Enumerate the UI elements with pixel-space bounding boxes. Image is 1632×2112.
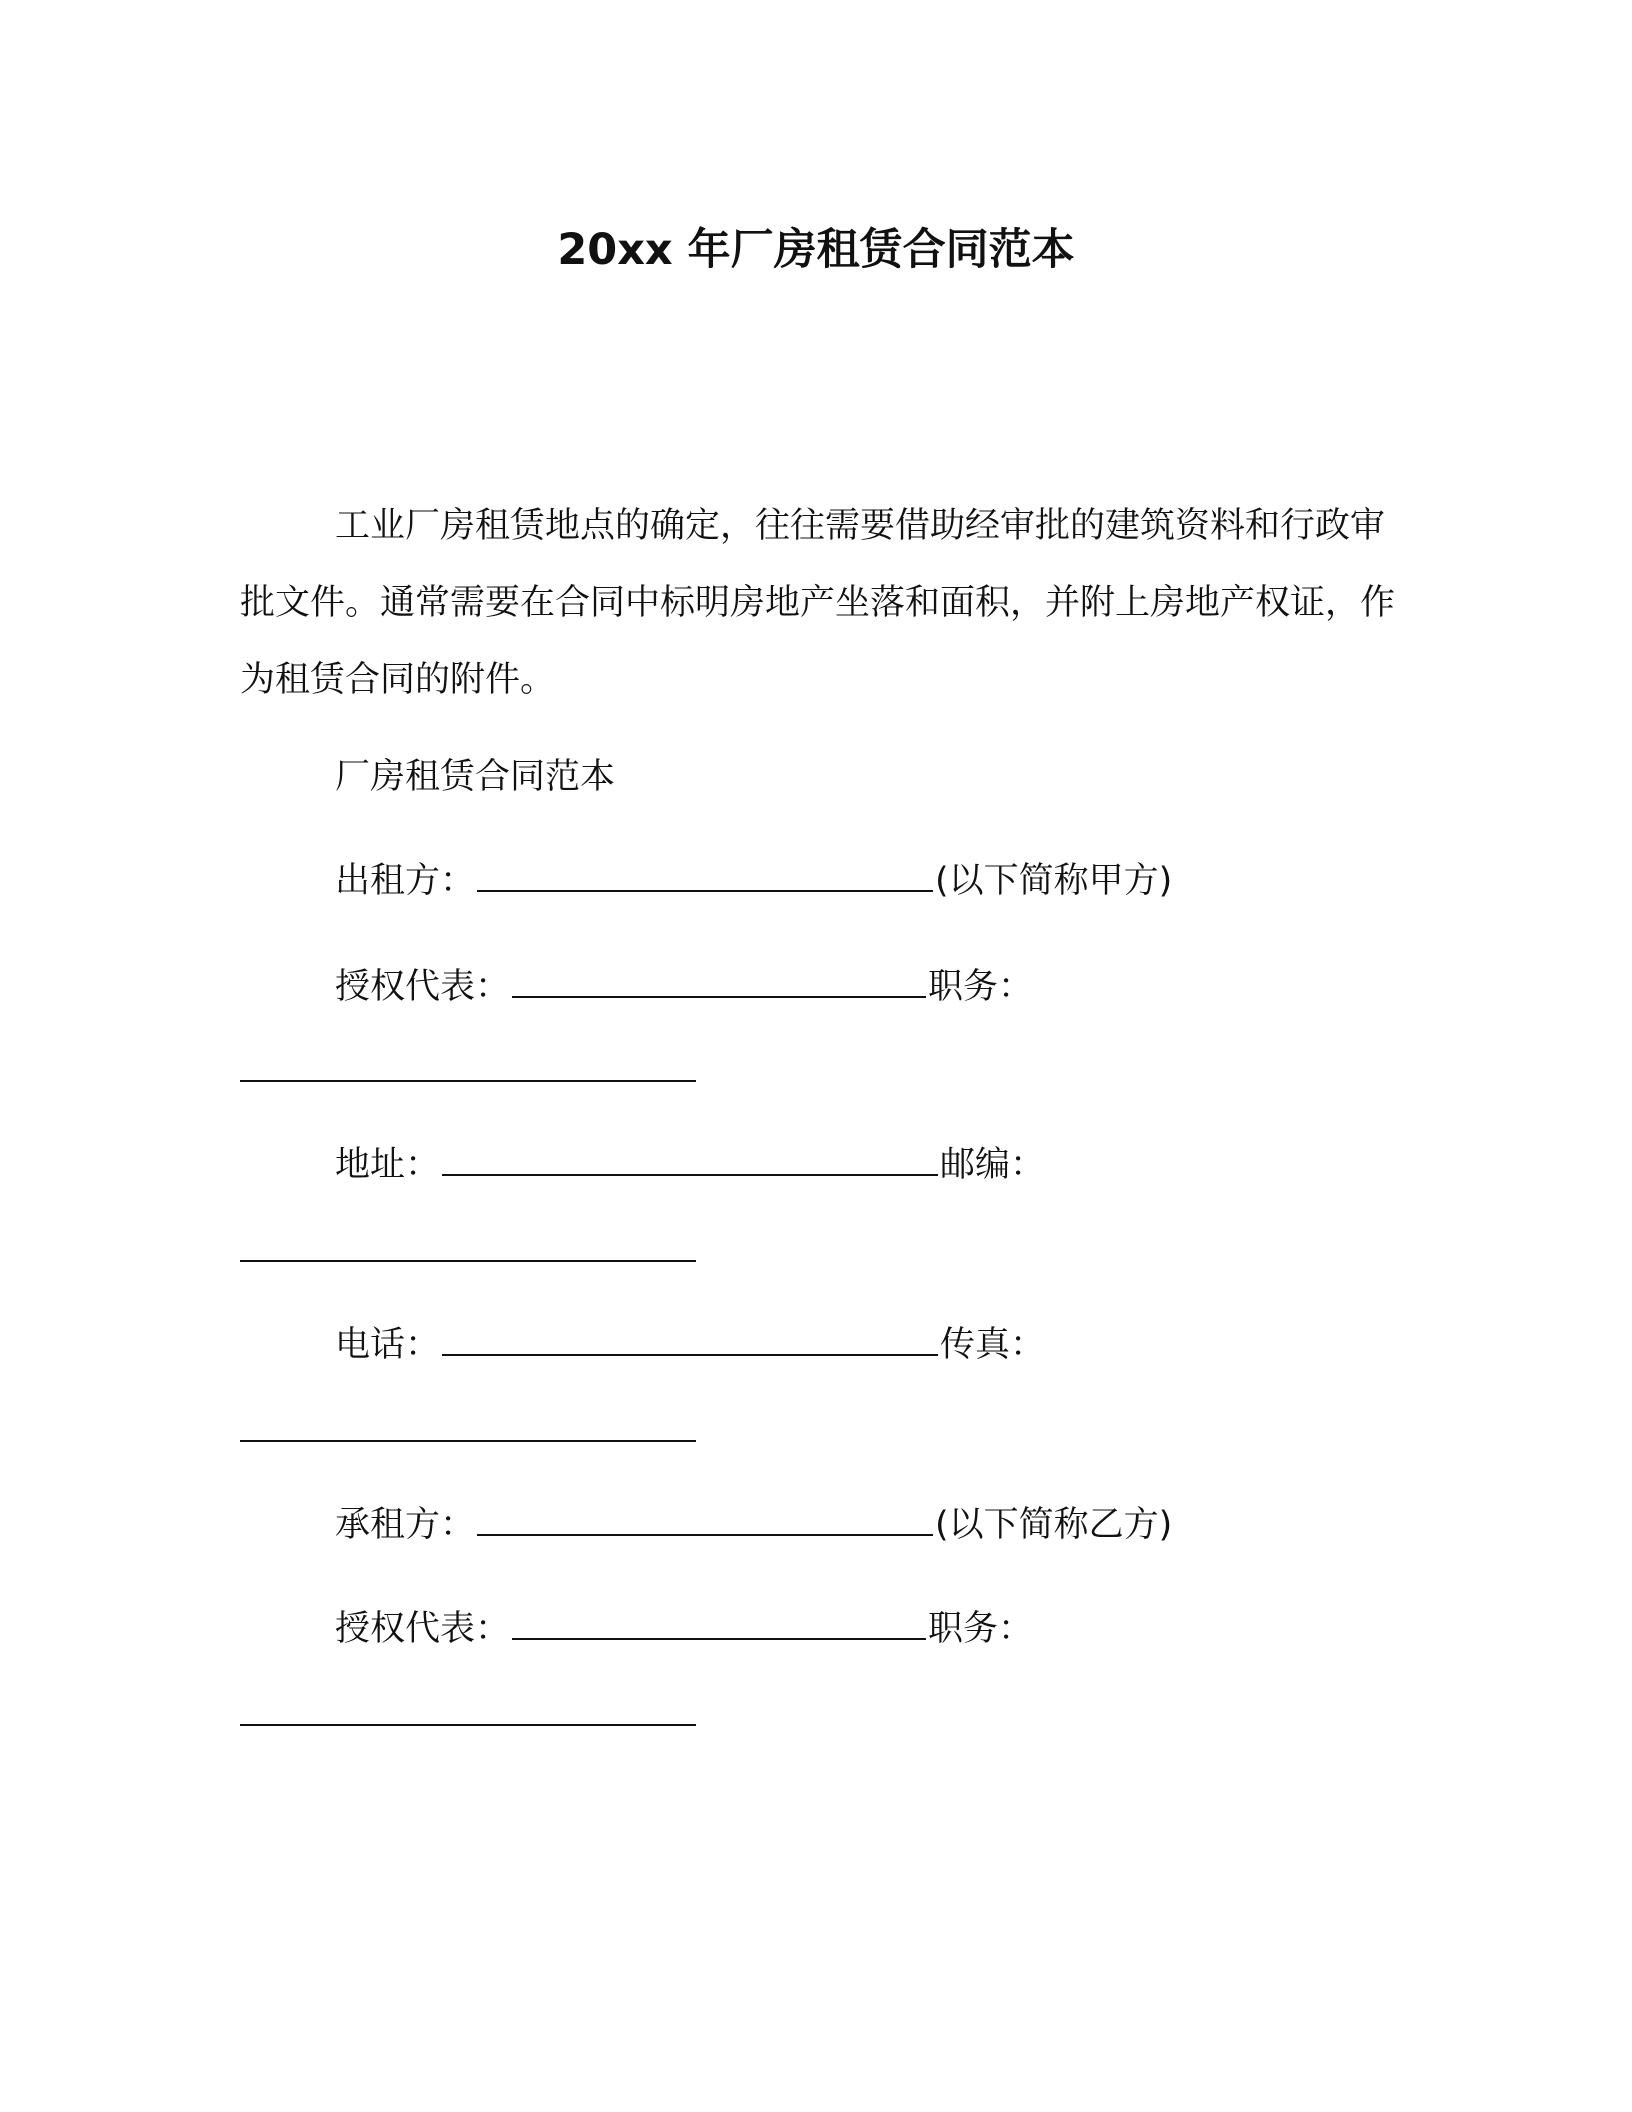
intro-paragraph: 工业厂房租赁地点的确定，往往需要借助经审批的建筑资料和行政审批文件。通常需要在合同中标明房地产坐落和面积，并附上房地产权证，作为租赁合同的附件。 <box>240 506 1396 700</box>
lessee-suffix: (以下简称乙方) <box>935 1505 1173 1545</box>
postcode-blank[interactable] <box>240 1260 696 1262</box>
postcode-label: 邮编： <box>940 1145 1046 1185</box>
contract-subtitle: 厂房租赁合同范本 <box>335 757 616 797</box>
lessee-blank[interactable] <box>477 1500 933 1536</box>
lessor-address-line <box>335 1140 1045 1190</box>
lessee-position-blank[interactable] <box>240 1724 696 1726</box>
lessor-line <box>335 856 1172 906</box>
fax-label: 传真： <box>940 1325 1046 1365</box>
phone-blank[interactable] <box>442 1320 938 1356</box>
lessee-rep-blank[interactable] <box>512 1604 926 1640</box>
fax-blank[interactable] <box>240 1440 696 1442</box>
lessor-position-label: 职务： <box>928 967 1034 1007</box>
lessor-rep-label: 授权代表： <box>335 967 511 1007</box>
lessee-position-label: 职务： <box>928 1609 1034 1649</box>
lessor-label: 出租方： <box>335 861 476 901</box>
address-label: 地址： <box>335 1145 441 1185</box>
lessee-rep-line <box>335 1604 1033 1654</box>
phone-label: 电话： <box>335 1325 441 1365</box>
lessee-line <box>335 1500 1172 1550</box>
lessor-blank[interactable] <box>477 856 933 892</box>
lessor-rep-blank[interactable] <box>512 962 926 998</box>
lessee-rep-label: 授权代表： <box>335 1609 511 1649</box>
lessor-phone-line <box>335 1320 1045 1370</box>
lessor-suffix: (以下简称甲方) <box>935 861 1173 901</box>
lessee-label: 承租方： <box>335 1505 476 1545</box>
address-blank[interactable] <box>442 1140 938 1176</box>
lessor-position-blank[interactable] <box>240 1080 696 1082</box>
document-title: 20xx 年厂房租赁合同范本 <box>557 225 1075 275</box>
lessor-rep-line <box>335 962 1033 1012</box>
